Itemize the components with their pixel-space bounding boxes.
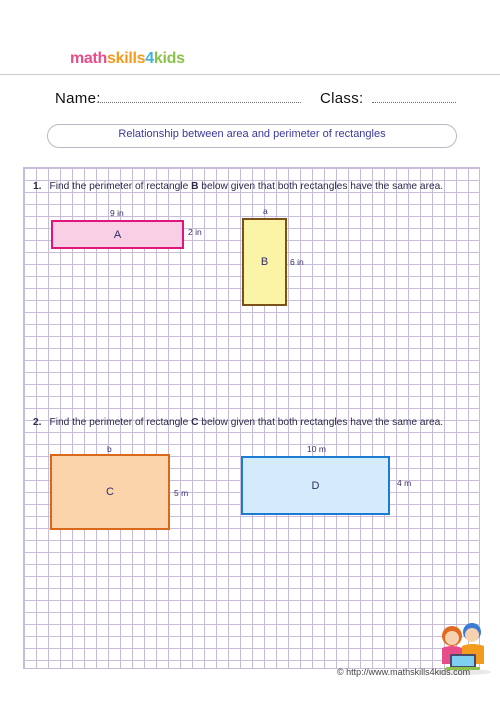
worksheet-title: Relationship between area and perimeter of rectangles	[118, 128, 386, 140]
question-text-end: below given that both rectangles have the same area.	[201, 181, 444, 192]
rect-d-label: D	[311, 479, 320, 492]
question-target: C	[191, 417, 199, 428]
rect-c-height-label: 5 m	[174, 488, 189, 498]
rect-a-width-label: 9 in	[110, 208, 124, 218]
question-text-end: below given that both rectangles have the same area.	[201, 417, 444, 428]
logo-part-kids: kids	[153, 50, 185, 67]
rectangle-b	[242, 218, 287, 306]
rectangle-d	[241, 456, 390, 515]
logo-part-skills: skills	[107, 50, 146, 67]
rectangle-c	[50, 454, 170, 530]
rect-c-label: C	[106, 486, 114, 498]
name-label: Name:	[55, 90, 101, 107]
logo-part-math: math	[70, 50, 108, 67]
rect-d-height-label: 4 m	[397, 478, 412, 488]
rect-b-label: B	[260, 256, 269, 268]
question-text: Find the perimeter of rectangle	[49, 417, 189, 428]
name-field[interactable]	[98, 102, 301, 103]
question-1	[33, 181, 443, 192]
rect-a-height-label: 2 in	[188, 227, 202, 237]
rect-b-height-label: 6 in	[290, 257, 304, 267]
question-number: 2.	[33, 417, 42, 428]
rect-a-label: A	[113, 228, 122, 241]
question-text: Find the perimeter of rectangle	[49, 181, 189, 192]
copyright-text: © http://www.mathskills4kids.com	[337, 667, 471, 677]
header-divider	[0, 74, 500, 75]
rect-b-width-label: a	[263, 206, 268, 216]
logo-part-4: 4	[145, 50, 154, 67]
rect-d-width-label: 10 m	[307, 444, 326, 454]
class-label: Class:	[320, 90, 364, 107]
rect-c-width-label: b	[107, 444, 112, 454]
site-logo	[70, 50, 185, 68]
rectangle-a	[51, 220, 184, 249]
question-number: 1.	[33, 181, 42, 192]
question-target: B	[191, 181, 199, 192]
question-2	[33, 417, 443, 428]
class-field[interactable]	[372, 102, 456, 103]
